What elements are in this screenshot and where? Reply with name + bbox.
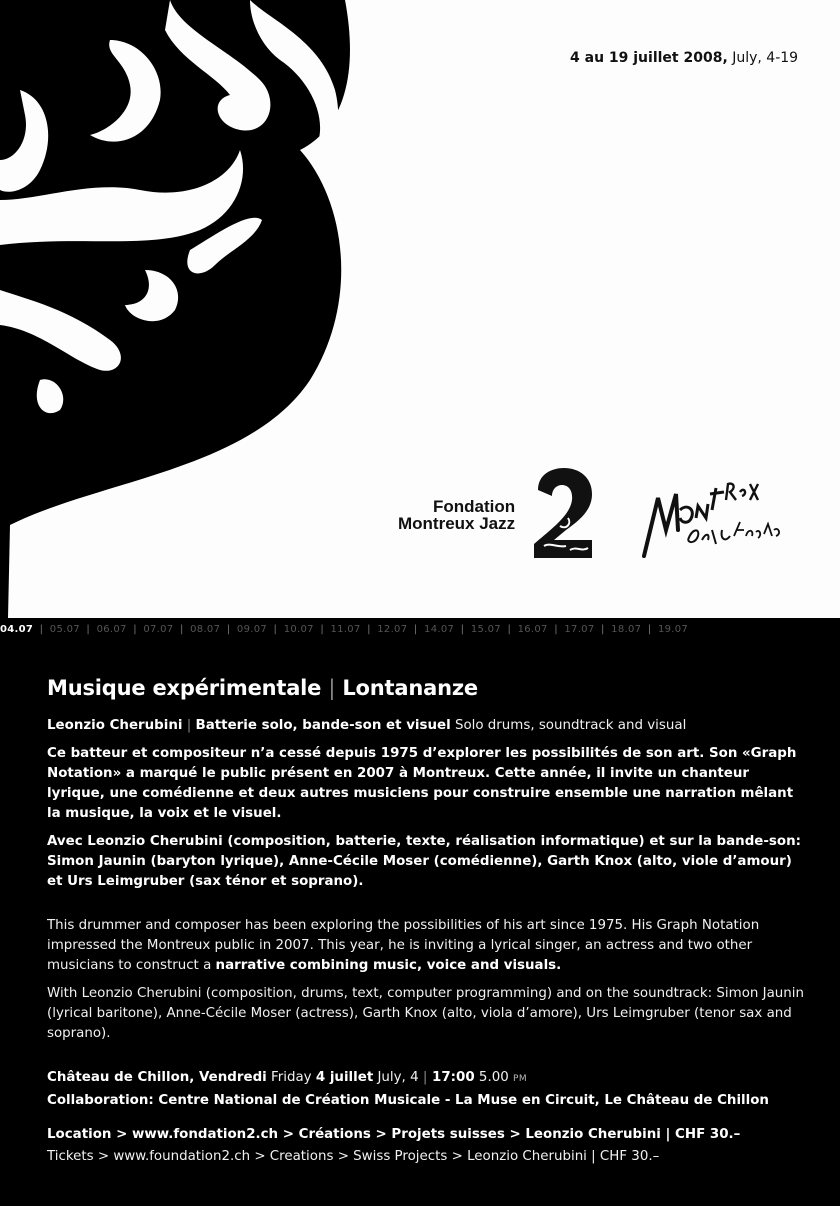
location-link-fr[interactable]: Location > www.fondation2.ch > Créations > Projets suisses > Leonzio Cherubini | CHF 30.– — [47, 1127, 741, 1142]
event-title-it: Lontananze — [342, 676, 478, 700]
fondation-line-2: Montreux Jazz — [398, 514, 516, 533]
event-title-fr: Musique expérimentale — [47, 676, 322, 700]
fondation-logo-text — [398, 498, 515, 532]
fondation-line-1: Fondation — [432, 497, 516, 516]
montreux-jazz-festival-logo — [636, 470, 786, 566]
venue-day-en: Friday — [266, 1070, 316, 1085]
date-strip-item: 19.07 — [657, 624, 689, 635]
date-strip-item: 11.07 — [330, 624, 361, 635]
venue-name: Château de Chillon, Vendredi — [47, 1070, 267, 1085]
venue-separator: | — [422, 1070, 428, 1085]
date-strip-item: 10.07 — [283, 624, 314, 635]
description-en-1b: narrative combining music, voice and visuals. — [215, 958, 562, 973]
date-strip-item: 15.07 — [470, 624, 501, 635]
date-strip-item: 07.07 — [143, 624, 174, 635]
venue-date-en: July, 4 — [373, 1070, 423, 1085]
description-en-2: With Leonzio Cherubini (composition, drums, text, computer programming) and on the soundtrack: Simon Jaunin (lyrical baritone), Anne-Cécile Moser (actress), Garth Knox (alto, viola d’amore), Urs Leimgruber (tenor sax and soprano). — [47, 986, 804, 1041]
date-strip: 04.07 | 05.07 | 06.07 | 07.07 | 08.07 | 09.07 | 10.07 | 11.07 | 12.07 | 14.07 | 15.07 | 16.07 | 17.07 | 18.07 | 19.07 — [0, 624, 689, 635]
venue-date-fr: 4 juillet — [315, 1070, 374, 1085]
heart-ornament-graphic — [0, 0, 360, 618]
date-strip-item: 17.07 — [564, 624, 595, 635]
date-strip-item: 09.07 — [236, 624, 268, 635]
event-content — [47, 670, 807, 1175]
description-fr-1: Ce batteur et compositeur n’a cessé depuis 1975 d’explorer les possibilités de son art. Son «Graph Notation» a marqué le public présent en 2007 à Montreux. Cette année, il invite un chanteur lyrique, une comédienne et deux autres musiciens pour construire ensemble une narration mêlant la musique, la voix et le visuel. — [47, 746, 797, 821]
description-en-1a: This drummer and composer has been exploring the possibilities of his art since 1975. His Graph Notation impressed the Montreux public in 2007. This year, he is inviting a lyrical singer, an actress and two other musicians to construct a — [47, 918, 760, 973]
date-strip-item: 08.07 — [190, 624, 221, 635]
event-title — [47, 676, 807, 700]
date-strip-item: 14.07 — [424, 624, 455, 635]
date-strip-item: 12.07 — [377, 624, 408, 635]
date-strip-item: 18.07 — [611, 624, 642, 635]
venue-time: 17:00 — [427, 1070, 475, 1085]
description-fr-2: Avec Leonzio Cherubini (composition, batterie, texte, réalisation informatique) et sur la bande-son: Simon Jaunin (baryton lyrique), Anne-Cécile Moser (comédienne), Garth Knox (alto, viole d’amour) et Urs Leimgruber (sax ténor et soprano). — [47, 834, 801, 889]
festival-dates-en: July, 4-19 — [727, 50, 799, 66]
date-strip-item: 05.07 — [49, 624, 80, 635]
collaboration-line: Collaboration: Centre National de Création Musicale - La Muse en Circuit, Le Château de Chillon — [47, 1093, 769, 1108]
venue-time-en: 5.00 — [474, 1070, 509, 1085]
festival-dates-fr: 4 au 19 juillet 2008, — [570, 50, 728, 66]
description-en-1 — [47, 916, 807, 976]
date-strip-item: 06.07 — [96, 624, 127, 635]
tickets-link-en[interactable]: Tickets > www.foundation2.ch > Creations > Swiss Projects > Leonzio Cherubini | CHF 30.– — [47, 1149, 660, 1164]
venue-line — [47, 1068, 807, 1089]
title-separator: | — [328, 676, 336, 700]
date-strip-current: 04.07 — [0, 624, 34, 635]
event-subtitle — [47, 716, 807, 736]
subtitle-fr: Batterie solo, bande-son et visuel — [195, 718, 451, 733]
artist-name: Leonzio Cherubini — [47, 718, 183, 733]
venue-pm: PM — [513, 1074, 528, 1084]
fondation-2-logo-icon — [530, 468, 596, 560]
festival-dates — [570, 50, 798, 66]
subtitle-separator: | — [186, 718, 192, 733]
date-strip-item: 16.07 — [517, 624, 548, 635]
subtitle-en: Solo drums, soundtrack and visual — [450, 718, 687, 733]
mjf-signature-icon — [636, 470, 786, 562]
